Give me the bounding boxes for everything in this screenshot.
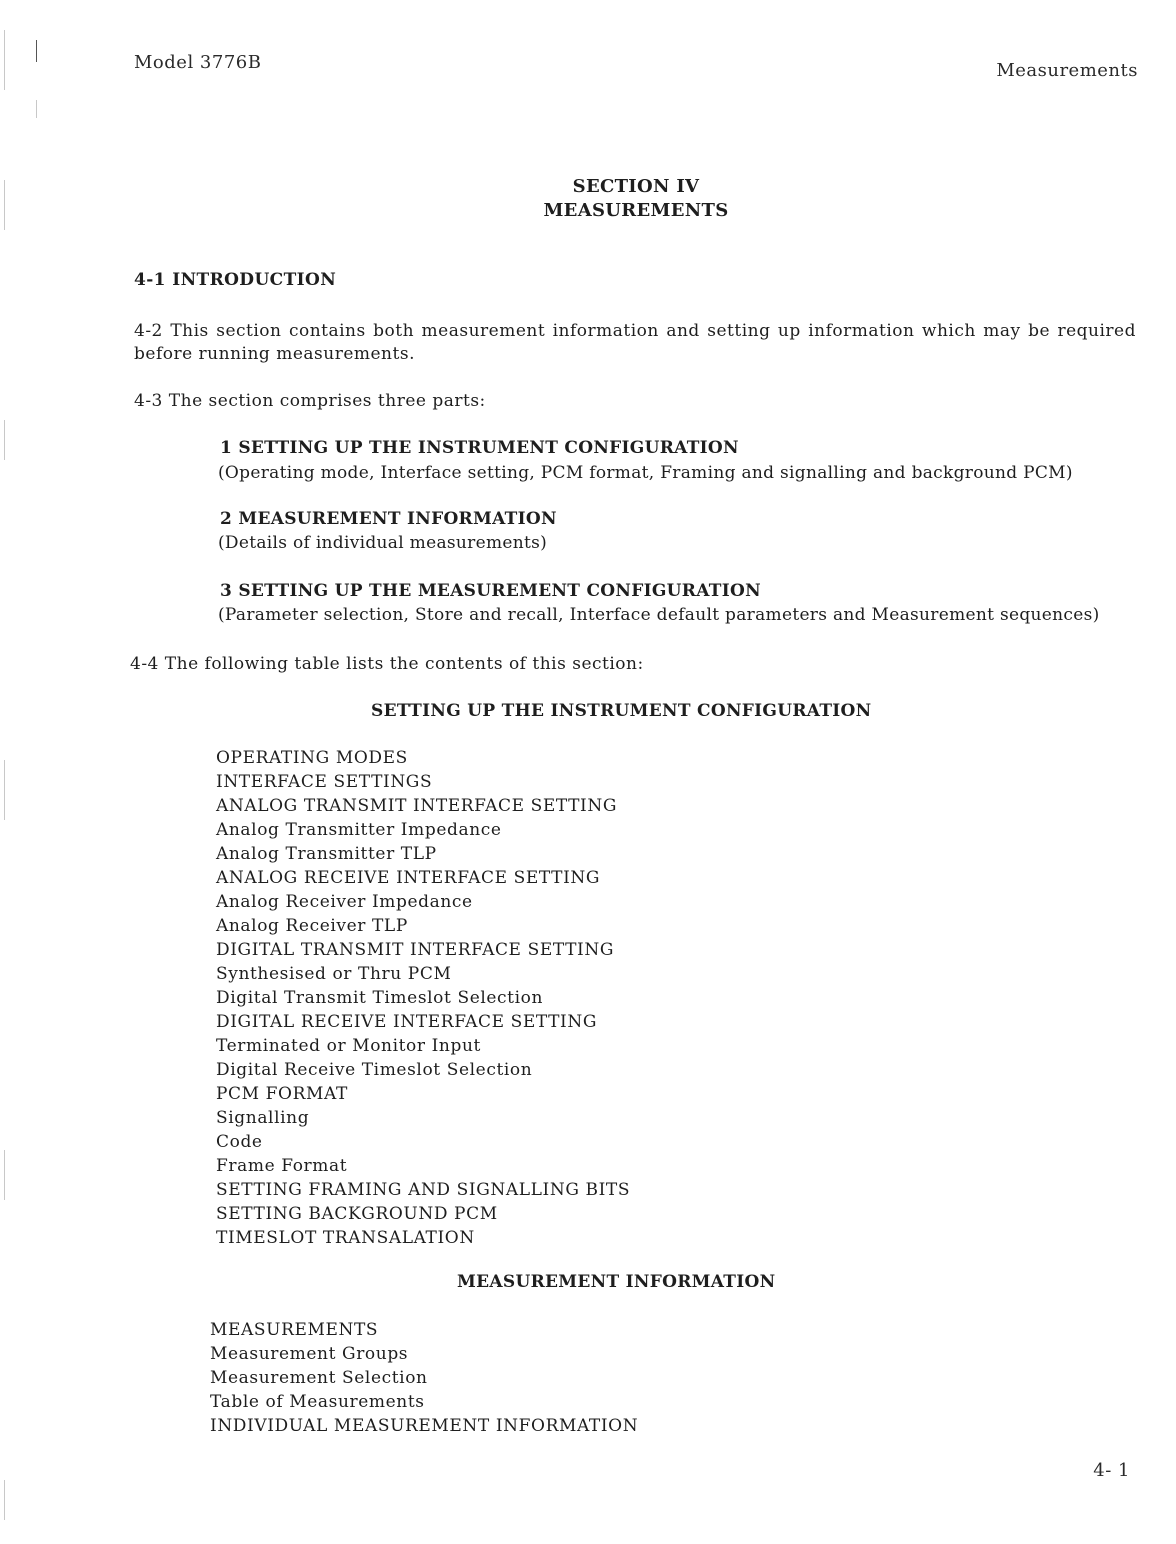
toc-item: TIMESLOT TRANSALATION: [216, 1228, 475, 1248]
paragraph-4-3: 4-3 The section comprises three parts:: [134, 391, 486, 411]
toc-item: Code: [216, 1132, 263, 1152]
toc-instrument-list: [216, 746, 630, 1250]
page-number: 4- 1: [1093, 1460, 1130, 1481]
part-3-description: (Parameter selection, Store and recall, Interface default parameters and Measurement sequences): [218, 605, 1100, 625]
toc-item: INDIVIDUAL MEASUREMENT INFORMATION: [210, 1416, 639, 1436]
part-1-description: (Operating mode, Interface setting, PCM format, Framing and signalling and background PCM): [218, 463, 1073, 483]
toc-item: Analog Receiver TLP: [216, 916, 408, 936]
toc-item: Analog Receiver Impedance: [216, 892, 473, 912]
header-model: Model 3776B: [134, 52, 262, 73]
toc-measurement-heading: MEASUREMENT INFORMATION: [457, 1272, 776, 1292]
intro-heading: 4-1 INTRODUCTION: [134, 270, 337, 290]
toc-item: MEASUREMENTS: [210, 1320, 379, 1340]
toc-item: Frame Format: [216, 1156, 348, 1176]
toc-item: Digital Transmit Timeslot Selection: [216, 988, 544, 1008]
part-3-title: 3 SETTING UP THE MEASUREMENT CONFIGURATION: [220, 581, 761, 601]
toc-item: Measurement Selection: [210, 1368, 428, 1388]
toc-item: Terminated or Monitor Input: [216, 1036, 481, 1056]
toc-item: ANALOG TRANSMIT INTERFACE SETTING: [216, 796, 618, 816]
header-section-name: Measurements: [996, 60, 1138, 81]
toc-item: OPERATING MODES: [216, 748, 408, 768]
toc-item: Synthesised or Thru PCM: [216, 964, 452, 984]
toc-item: Table of Measurements: [210, 1392, 425, 1412]
toc-item: Analog Transmitter TLP: [216, 844, 437, 864]
section-title: MEASUREMENTS: [543, 200, 729, 221]
toc-item: Signalling: [216, 1108, 310, 1128]
part-1-title: 1 SETTING UP THE INSTRUMENT CONFIGURATION: [220, 438, 739, 458]
toc-item: DIGITAL TRANSMIT INTERFACE SETTING: [216, 940, 614, 960]
toc-item: ANALOG RECEIVE INTERFACE SETTING: [216, 868, 601, 888]
toc-item: Measurement Groups: [210, 1344, 409, 1364]
toc-item: Analog Transmitter Impedance: [216, 820, 502, 840]
toc-item: INTERFACE SETTINGS: [216, 772, 433, 792]
paragraph-4-4: 4-4 The following table lists the contents of this section:: [130, 654, 644, 674]
toc-item: DIGITAL RECEIVE INTERFACE SETTING: [216, 1012, 598, 1032]
toc-measurement-list: [210, 1318, 638, 1438]
toc-item: SETTING BACKGROUND PCM: [216, 1204, 498, 1224]
toc-item: Digital Receive Timeslot Selection: [216, 1060, 533, 1080]
toc-item: PCM FORMAT: [216, 1084, 348, 1104]
part-2-title: 2 MEASUREMENT INFORMATION: [220, 509, 557, 529]
toc-instrument-heading: SETTING UP THE INSTRUMENT CONFIGURATION: [371, 701, 872, 721]
part-2-description: (Details of individual measurements): [218, 533, 548, 553]
paragraph-4-2: 4-2 This section contains both measurement information and setting up information which may be required before running measurements.: [134, 321, 1136, 364]
section-number: SECTION IV: [572, 176, 700, 197]
toc-item: SETTING FRAMING AND SIGNALLING BITS: [216, 1180, 631, 1200]
